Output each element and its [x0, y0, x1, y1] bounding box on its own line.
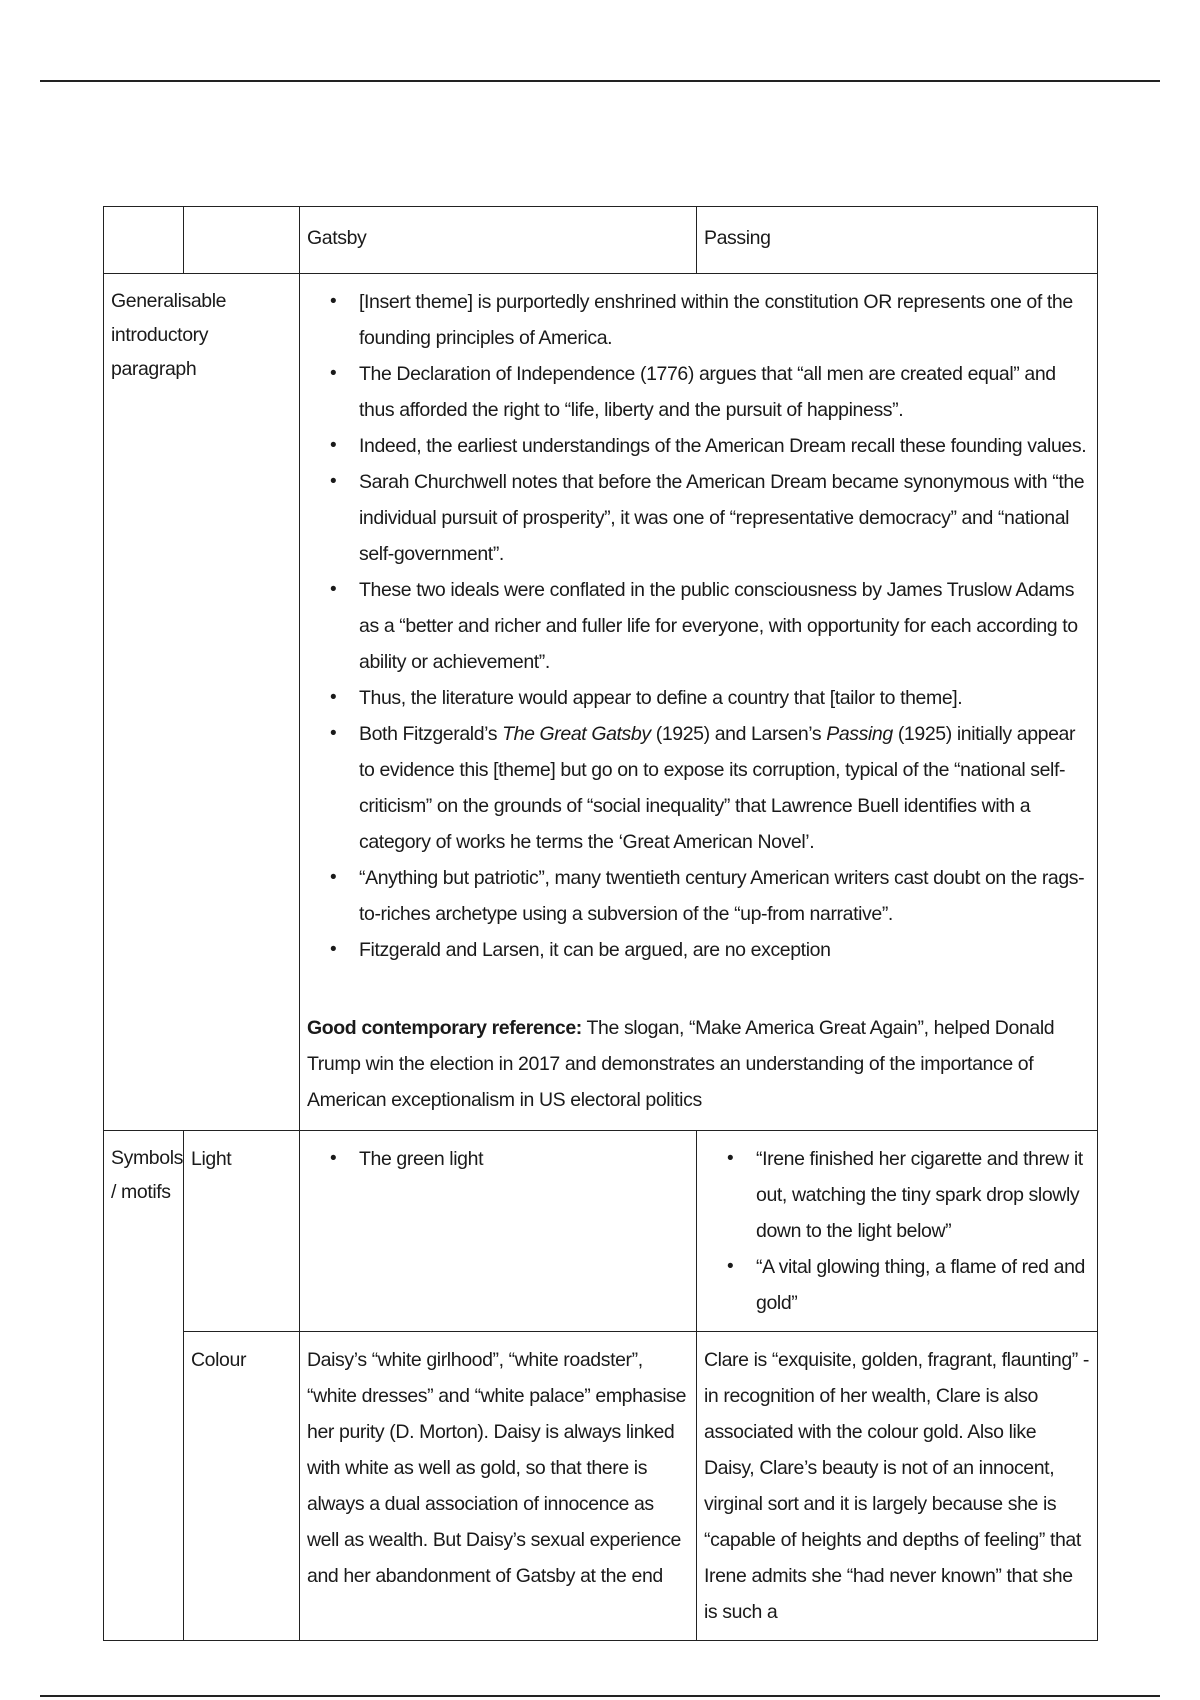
list-item: • [Insert theme] is purportedly enshrined within the constitution OR represents one of the founding principles of America.: [359, 284, 1090, 356]
list-item: • Thus, the literature would appear to define a country that [tailor to theme].: [359, 680, 1090, 716]
column-header-passing: Passing: [697, 207, 1098, 274]
book-title-gatsby: The Great Gatsby: [502, 723, 651, 745]
list-item: • Fitzgerald and Larsen, it can be argued, are no exception: [359, 932, 1090, 968]
list-item: • The Declaration of Independence (1776) argues that “all men are created equal” and thus afforded the right to “life, liberty and the pursuit of happiness”.: [359, 356, 1090, 428]
reference-text: The slogan, “Make America Great Again”, helped Donald Trump win the election in 2017 and demonstrates an understanding of the importance of American exceptionalism in US electoral politics: [307, 1017, 1055, 1111]
list-item: • Sarah Churchwell notes that before the American Dream became synonymous with “the individual pursuit of prosperity”, it was one of “representative democracy” and “national self-government”.: [359, 464, 1090, 572]
empty-header-cell: [104, 207, 184, 274]
intro-content-cell: [300, 274, 1098, 1131]
light-gatsby-list: [307, 1141, 689, 1177]
list-item: • “A vital glowing thing, a flame of red and gold”: [756, 1249, 1090, 1321]
header-rule: [40, 80, 1160, 82]
colour-gatsby-cell: Daisy’s “white girlhood”, “white roadster”, “white dresses” and “white palace” emphasise her purity (D. Morton). Daisy is always linked with white as well as gold, so that there is always a dual association of innocence as well as wealth. But Daisy’s sexual experience and her abandonment of Gatsby at the end: [300, 1332, 697, 1641]
colour-row: [104, 1332, 1098, 1641]
light-passing-list: [704, 1141, 1090, 1321]
table-header-row: [104, 207, 1098, 274]
book-title-passing: Passing: [826, 723, 893, 745]
intro-row: [104, 274, 1098, 1131]
text-run: (1925) initially appear to evidence this [theme] but go on to expose its corruption, typical of the “national self-criticism” on the grounds of “social inequality” that Lawrence Buell identifies with a category of works he terms the ‘Great American Novel’.: [359, 723, 1076, 853]
list-item: • “Anything but patriotic”, many twentieth century American writers cast doubt on the rags-to-riches archetype using a subversion of the “up-from narrative”.: [359, 860, 1090, 932]
empty-header-cell: [184, 207, 300, 274]
light-passing-cell: [697, 1131, 1098, 1332]
list-item: • “Irene finished her cigarette and threw it out, watching the tiny spark drop slowly down to the light below”: [756, 1141, 1090, 1249]
text-run: (1925) and Larsen’s: [650, 723, 827, 745]
reference-lead: Good contemporary reference:: [307, 1017, 582, 1039]
footer-rule: [40, 1695, 1160, 1697]
intro-row-label: Generalisable introductory paragraph: [104, 274, 300, 1131]
comparison-table: [103, 206, 1098, 1641]
colour-passing-cell: Clare is “exquisite, golden, fragrant, flaunting” - in recognition of her wealth, Clare is also associated with the colour gold. Also like Daisy, Clare’s beauty is not of an innocent, virginal sort and it is largely because she is “capable of heights and depths of feeling” that Irene admits she “had never known” that she is such a: [697, 1332, 1098, 1641]
intro-bullet-list: [307, 284, 1090, 968]
light-gatsby-cell: [300, 1131, 697, 1332]
list-item: • The green light: [359, 1141, 689, 1177]
text-run: Both Fitzgerald’s: [359, 723, 503, 745]
light-row: [104, 1131, 1098, 1332]
list-item: • Indeed, the earliest understandings of the American Dream recall these founding values.: [359, 428, 1090, 464]
column-header-gatsby: Gatsby: [300, 207, 697, 274]
light-label: Light: [184, 1131, 300, 1332]
symbols-row-label: Symbols / motifs: [104, 1131, 184, 1641]
list-item: [359, 716, 1090, 860]
colour-label: Colour: [184, 1332, 300, 1641]
list-item: • These two ideals were conflated in the public consciousness by James Truslow Adams as a “better and richer and fuller life for everyone, with opportunity for each according to ability or achievement”.: [359, 572, 1090, 680]
contemporary-reference: [307, 1010, 1090, 1118]
